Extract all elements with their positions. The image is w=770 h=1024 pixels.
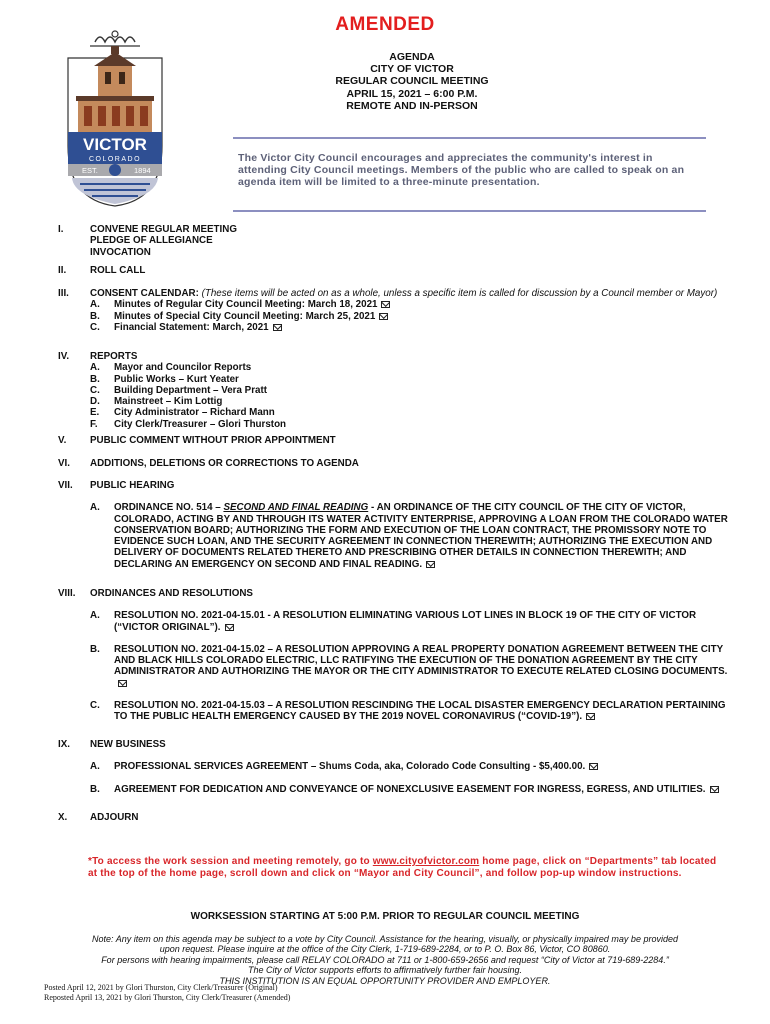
mail-icon <box>273 324 282 331</box>
item-number: X. <box>58 812 68 823</box>
worksession-notice: WORKSESSION STARTING AT 5:00 P.M. PRIOR TO REGULAR COUNCIL MEETING <box>190 911 580 922</box>
item-title: ROLL CALL <box>90 265 146 276</box>
item-line: INVOCATION <box>90 246 151 258</box>
remote-access-notice: *To access the work session and meeting remotely, go to www.cityofvictor.com home page, click on “Departments” tab located at the top of the home page, scroll down and click on “Mayor and City Council”, and follow pop-up window instructions. <box>88 856 717 879</box>
item-number: II. <box>58 265 67 276</box>
list-item: B. Minutes of Special City Council Meeting: March 25, 2021 <box>90 311 728 322</box>
mail-icon <box>710 786 719 793</box>
list-item: A. Mayor and Councilor Reports <box>90 362 252 374</box>
header-line: CITY OF VICTOR <box>370 63 454 76</box>
item-number: IV. <box>58 351 70 362</box>
item-title: REPORTS <box>90 351 138 362</box>
list-item: A. ORDINANCE NO. 514 – SECOND AND FINAL READING - AN ORDINANCE OF THE CITY COUNCIL OF THE CITY OF VICTOR, COLORADO, ACTING BY AND THROUGH ITS WATER ACTIVITY ENTERPRISE, APPROVING A LOAN FROM THE COLORADO WATER CONSERVATION BOARD; AUTHORIZING THE FORM AND EXECUTION OF THE LOAN CONTRACT, THE PROMISSORY NOTE TO EVIDENCE SUCH LOAN, AND THE SECURITY AGREEMENT IN CONNECTION THEREWITH; AUTHORIZING THE EXECUTION AND DELIVERY OF DOCUMENTS RELATED THERETO AND PRESCRIBING OTHER DETAILS IN CONNECTION THEREWITH; AND DECLARING AN EMERGENCY ON SECOND AND FINAL READING. <box>90 502 728 570</box>
list-item: A. RESOLUTION NO. 2021-04-15.01 - A RESOLUTION ELIMINATING VARIOUS LOT LINES IN BLOCK 19 OF THE CITY OF VICTOR (“VICTOR ORIGINAL”). <box>90 610 697 633</box>
amended-title: AMENDED <box>335 14 435 35</box>
victor-logo-icon <box>60 28 170 208</box>
list-item: C. RESOLUTION NO. 2021-04-15.03 – A RESOLUTION RESCINDING THE LOCAL DISASTER EMERGENCY DECLARATION PERTAINING TO THE PUBLIC HEALTH EMERGENCY CAUSED BY THE 2019 NOVEL CORONAVIRUS (“COVID-19”). <box>90 700 726 723</box>
mail-icon <box>426 561 435 568</box>
intro-paragraph: The Victor City Council encourages and appreciates the community's interest in attending City Council meetings. Members of the public who are called to speak on an agenda item will be limited to a three-minute presentation. <box>238 152 685 188</box>
item-number: V. <box>58 435 67 446</box>
mail-icon <box>589 763 598 770</box>
list-item: D. Mainstreet – Kim Lottig <box>90 396 223 408</box>
bottom-divider <box>233 210 706 212</box>
list-item: A. Minutes of Regular City Council Meeting: March 18, 2021 <box>90 299 728 310</box>
header-line: REMOTE AND IN-PERSON <box>346 99 478 112</box>
mail-icon <box>118 680 127 687</box>
item-title: PUBLIC HEARING <box>90 480 175 491</box>
list-item: B. AGREEMENT FOR DEDICATION AND CONVEYANCE OF NONEXCLUSIVE EASEMENT FOR INGRESS, EGRESS, AND UTILITIES. <box>90 784 728 795</box>
item-title: CONSENT CALENDAR: <box>90 288 199 299</box>
item-title: NEW BUSINESS <box>90 739 166 750</box>
list-item: A. PROFESSIONAL SERVICES AGREEMENT – Shums Coda, aka, Colorado Code Consulting - $5,400.00. <box>90 761 728 772</box>
item-number: VII. <box>58 480 73 491</box>
item-number: VI. <box>58 458 70 469</box>
item-title: PUBLIC COMMENT WITHOUT PRIOR APPOINTMENT <box>90 435 336 446</box>
top-divider <box>233 137 706 139</box>
list-item: C. Financial Statement: March, 2021 <box>90 322 728 333</box>
logo-est: EST. <box>82 166 98 175</box>
list-item: F. City Clerk/Treasurer – Glori Thurston <box>90 418 287 430</box>
list-item: C. Building Department – Vera Pratt <box>90 384 267 396</box>
item-number: IX. <box>58 739 70 750</box>
item-number: I. <box>58 224 64 235</box>
city-website-link[interactable]: www.cityofvictor.com <box>372 856 480 867</box>
logo-year: 1894 <box>134 166 151 175</box>
accessibility-note: Note: Any item on this agenda may be subject to a vote by City Council. Assistance for the hearing, visually, or physically impaired may be provided upon request. Please inquire at the office of the City Clerk, 1-719-689-2284, or to P. O. Box 86, Victor, CO 80860. For persons with hearing impairments, please call RELAY COLORADO at 711 or 1-800-659-2656 and request “City of Victor at 719-689-2284.” The City of Victor supports efforts to affirmatively further fair housing. THIS INSTITUTION IS AN EQUAL OPPORTUNITY PROVIDER AND EMPLOYER. <box>92 934 678 986</box>
header-line: APRIL 15, 2021 – 6:00 P.M. <box>346 87 478 100</box>
mail-icon <box>586 713 595 720</box>
list-item: B. Public Works – Kurt Yeater <box>90 373 239 385</box>
item-line: PLEDGE OF ALLEGIANCE <box>90 235 213 247</box>
mail-icon <box>379 313 388 320</box>
header-line: AGENDA <box>389 51 435 63</box>
item-title: ORDINANCES AND RESOLUTIONS <box>90 588 253 599</box>
item-title: ADJOURN <box>90 812 139 823</box>
item-number: VIII. <box>58 588 76 599</box>
header-line: REGULAR COUNCIL MEETING <box>335 75 489 88</box>
posting-info: Posted April 12, 2021 by Glori Thurston, City Clerk/Treasurer (Original) Reposted April 13, 2021 by Glori Thurston, City Clerk/Treasurer (Amended) <box>44 983 291 1002</box>
item-title: ADDITIONS, DELETIONS OR CORRECTIONS TO AGENDA <box>90 458 359 469</box>
agenda-header <box>262 51 562 112</box>
list-item: E. City Administrator – Richard Mann <box>90 407 275 419</box>
logo-name: VICTOR <box>83 135 147 154</box>
item-number: III. <box>58 288 69 299</box>
mail-icon <box>381 301 390 308</box>
list-item: B. RESOLUTION NO. 2021-04-15.02 – A RESOLUTION APPROVING A REAL PROPERTY DONATION AGREEMENT BETWEEN THE CITY AND BLACK HILLS COLORADO ELECTRIC, LLC RATIFYING THE EXECUTION OF THE DONATION AGREEMENT BY THE CITY ADMINISTRATOR AND AUTHORIZING THE MAYOR OR THE CITY ADMINISTRATOR TO EXECUTE RELATED CLOSING DOCUMENTS. <box>90 644 728 689</box>
item-line: CONVENE REGULAR MEETING <box>90 224 237 235</box>
logo-state: COLORADO <box>88 156 142 163</box>
mail-icon <box>225 624 234 631</box>
item-note: (These items will be acted on as a whole, unless a specific item is called for discussion by a Council member or Mayor) <box>201 288 718 299</box>
